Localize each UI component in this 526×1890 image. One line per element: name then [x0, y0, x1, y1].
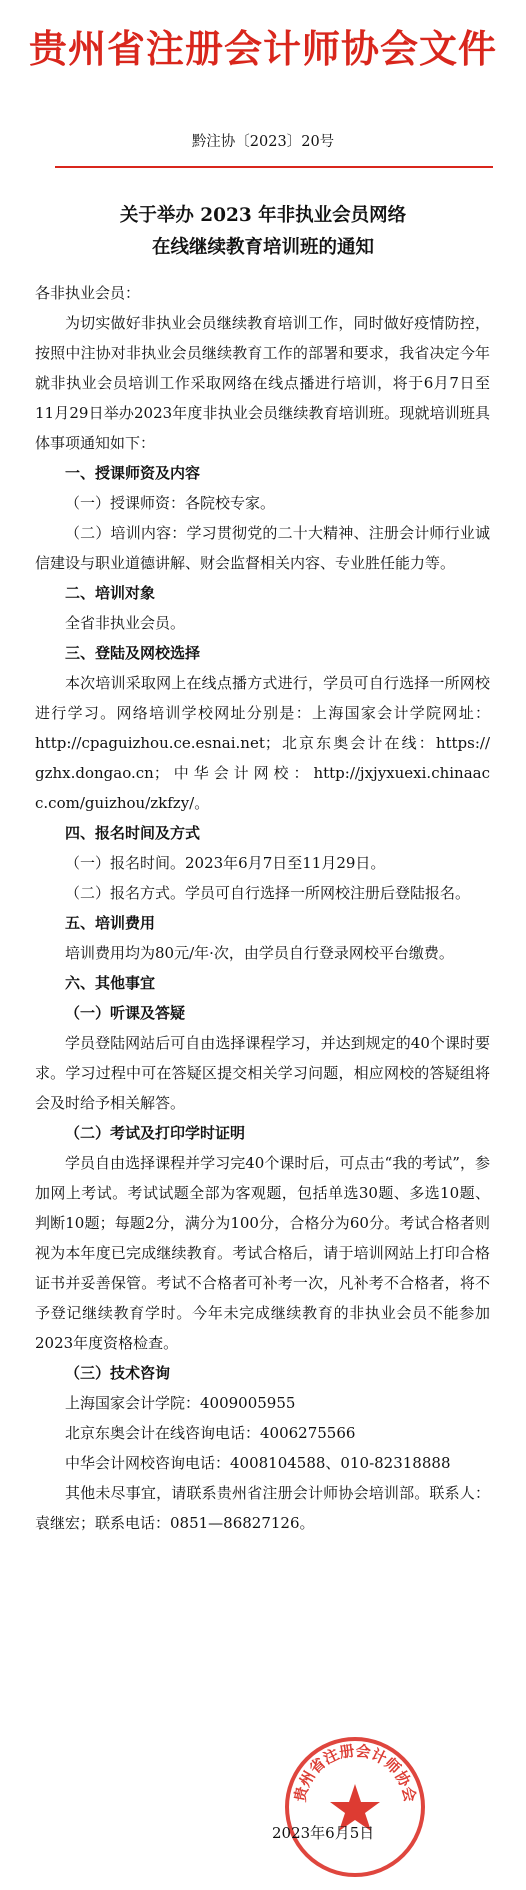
notice-title	[0, 200, 526, 264]
section-6-paragraph-2: 学员自由选择课程并学习完40个课时后，可点击“我的考试”，参加网上考试。考试试题全部为客观题，包括单选30题、多选10题、判断10题；每题2分，满分为100分，合格分为60分。考试合格者则视为本年度已完成继续教育。考试合格后，请于培训网站上打印合格证书并妥善保管。考试不合格者可补考一次，凡补考不合格者，将不予登记继续教育学时。今年未完成继续教育的非执业会员不能参加2023年度资格检查。	[35, 1154, 490, 1352]
salutation: 各非执业会员：	[35, 284, 141, 302]
section-2-paragraph: 全省非执业会员。	[65, 614, 186, 632]
seal-text: 贵州省注册会计师协会	[290, 1741, 420, 1804]
section-4-item-2: （二）报名方式。学员可自行选择一所网校注册后登陆报名。	[65, 884, 471, 902]
notice-title-line2: 在线继续教育培训班的通知	[151, 237, 374, 258]
section-1-item-1: （一）授课师资：各院校专家。	[65, 494, 276, 512]
section-4-heading: 四、报名时间及方式	[65, 824, 201, 842]
official-seal-icon	[280, 1732, 430, 1882]
section-6-sub-1: （一）听课及答疑	[65, 1004, 186, 1022]
contact-shanghai: 上海国家会计学院：4009005955	[65, 1394, 296, 1412]
notice-title-line1: 关于举办 2023 年非执业会员网络	[119, 205, 407, 226]
section-1-heading: 一、授课师资及内容	[65, 464, 201, 482]
section-6-sub-2: （二）考试及打印学时证明	[65, 1124, 246, 1142]
section-6-sub-3: （三）技术咨询	[65, 1364, 171, 1382]
document-body	[35, 278, 490, 1538]
contact-chinaacc: 中华会计网校咨询电话：4008104588、010-82318888	[65, 1454, 451, 1472]
section-5-heading: 五、培训费用	[65, 914, 156, 932]
contact-dongao: 北京东奥会计在线咨询电话：4006275566	[65, 1424, 356, 1442]
red-divider	[55, 166, 493, 168]
section-5-paragraph: 培训费用均为80元/年·次，由学员自行登录网校平台缴费。	[65, 944, 454, 962]
signature-date: 2023年6月5日	[272, 1824, 375, 1842]
header-title: 贵州省注册会计师协会文件	[28, 27, 497, 71]
doc-number: 黔注协〔2023〕20号	[191, 134, 335, 150]
intro-paragraph: 为切实做好非执业会员继续教育培训工作，同时做好疫情防控，按照中注协对非执业会员继续教育工作的部署和要求，我省决定今年就非执业会员培训工作采取网络在线点播进行培训，将于6月7日至11月29日举办2023年度非执业会员继续教育培训班。现就培训班具体事项通知如下：	[35, 314, 490, 452]
contact-other: 其他未尽事宜，请联系贵州省注册会计师协会培训部。联系人：袁继宏；联系电话：0851—86827126。	[35, 1484, 490, 1532]
section-2-heading: 二、培训对象	[65, 584, 156, 602]
section-6-paragraph-1: 学员登陆网站后可自由选择课程学习，并达到规定的40个课时要求。学习过程中可在答疑区提交相关学习问题，相应网校的答疑组将会及时给予相关解答。	[35, 1034, 490, 1112]
section-3-heading: 三、登陆及网校选择	[65, 644, 201, 662]
section-4-item-1: （一）报名时间。2023年6月7日至11月29日。	[65, 854, 386, 872]
section-1-item-2: （二）培训内容：学习贯彻党的二十大精神、注册会计师行业诚信建设与职业道德讲解、财会监督相关内容、专业胜任能力等。	[35, 524, 490, 572]
section-3-paragraph: 本次培训采取网上在线点播方式进行，学员可自行选择一所网校进行学习。网络培训学校网址分别是：上海国家会计学院网址：http://cpaguizhou.ce.esnai.net；北京东奥会计在线：https:// gzhx.dongao.cn；中华会计网校：http://jxjyxuexi.chinaac c.com/guizhou/zkfzy/。	[35, 674, 490, 812]
section-6-heading: 六、其他事宜	[65, 974, 156, 992]
